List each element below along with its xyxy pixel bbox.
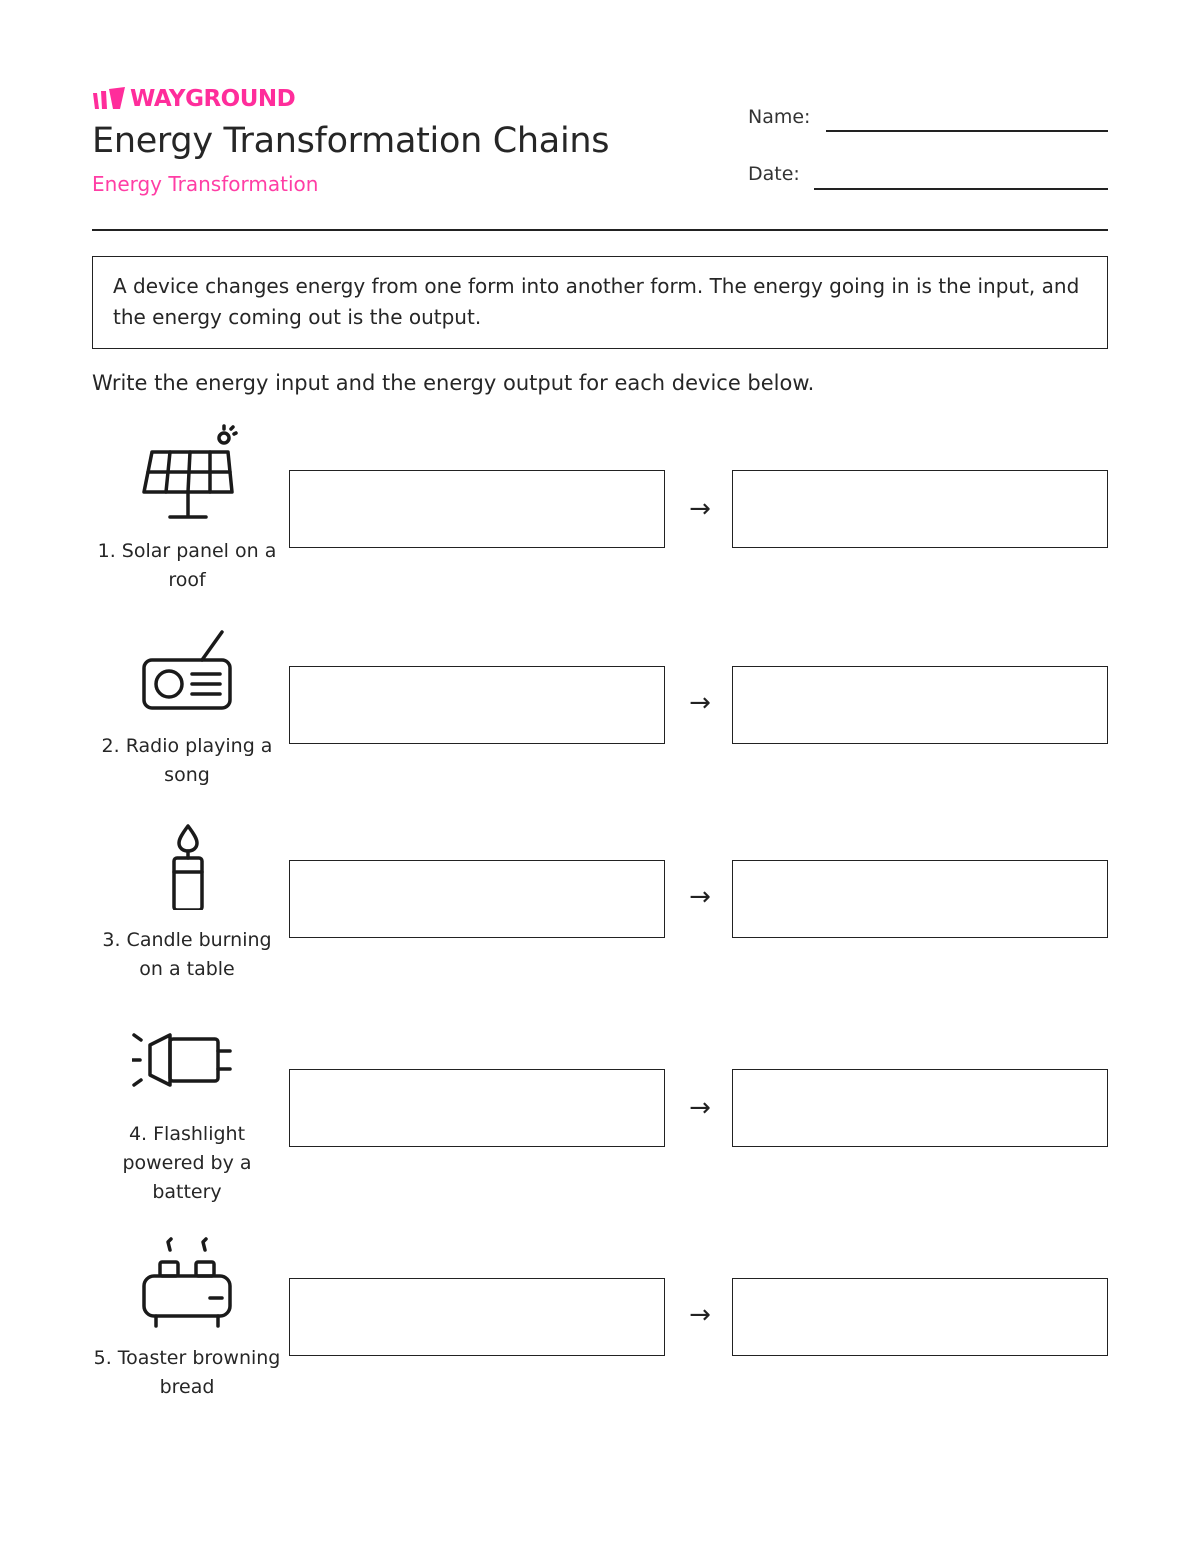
energy-input-box[interactable] [289, 1069, 665, 1147]
instructions: Write the energy input and the energy output for each device below. [92, 371, 815, 395]
item-solar-panel [0, 424, 1200, 614]
item-label: 3. Candle burning on a table [102, 929, 272, 980]
brand-name: WAYGROUND [130, 86, 296, 112]
item-label: 2. Radio playing a song [101, 735, 273, 786]
item-candle [0, 814, 1200, 1004]
arrow: → [689, 882, 711, 912]
item-label: 1. Solar panel on a roof [97, 540, 277, 591]
arrow: → [689, 1300, 711, 1330]
arrow: → [689, 688, 711, 718]
energy-output-box[interactable] [732, 1278, 1108, 1356]
name-field[interactable] [826, 130, 1108, 132]
radio-icon [132, 620, 244, 716]
name-label: Name: [748, 106, 811, 128]
energy-input-box[interactable] [289, 1278, 665, 1356]
energy-input-box[interactable] [289, 666, 665, 744]
item-flashlight [0, 1023, 1200, 1213]
energy-output-box[interactable] [732, 666, 1108, 744]
date-label: Date: [748, 163, 800, 185]
energy-input-box[interactable] [289, 470, 665, 548]
wayground-logo-icon [92, 87, 126, 111]
energy-output-box[interactable] [732, 470, 1108, 548]
brand-logo [92, 86, 295, 112]
date-field[interactable] [814, 188, 1108, 190]
header-divider [92, 229, 1108, 231]
page-title: Energy Transformation Chains [92, 121, 610, 161]
item-label: 4. Flashlight powered by a battery [122, 1123, 252, 1203]
flashlight-icon [132, 1023, 244, 1119]
page-subtitle: Energy Transformation [92, 172, 319, 196]
arrow: → [689, 494, 711, 524]
solar-panel-icon [132, 424, 244, 520]
toaster-icon [132, 1232, 244, 1328]
arrow: → [689, 1093, 711, 1123]
item-toaster [0, 1232, 1200, 1422]
item-label: 5. Toaster browning bread [93, 1347, 281, 1398]
energy-output-box[interactable] [732, 1069, 1108, 1147]
energy-input-box[interactable] [289, 860, 665, 938]
intro-box: A device changes energy from one form into another form. The energy going in is the input, and the energy coming out is the output. [92, 256, 1108, 349]
candle-icon [132, 814, 244, 910]
item-radio [0, 620, 1200, 810]
energy-output-box[interactable] [732, 860, 1108, 938]
